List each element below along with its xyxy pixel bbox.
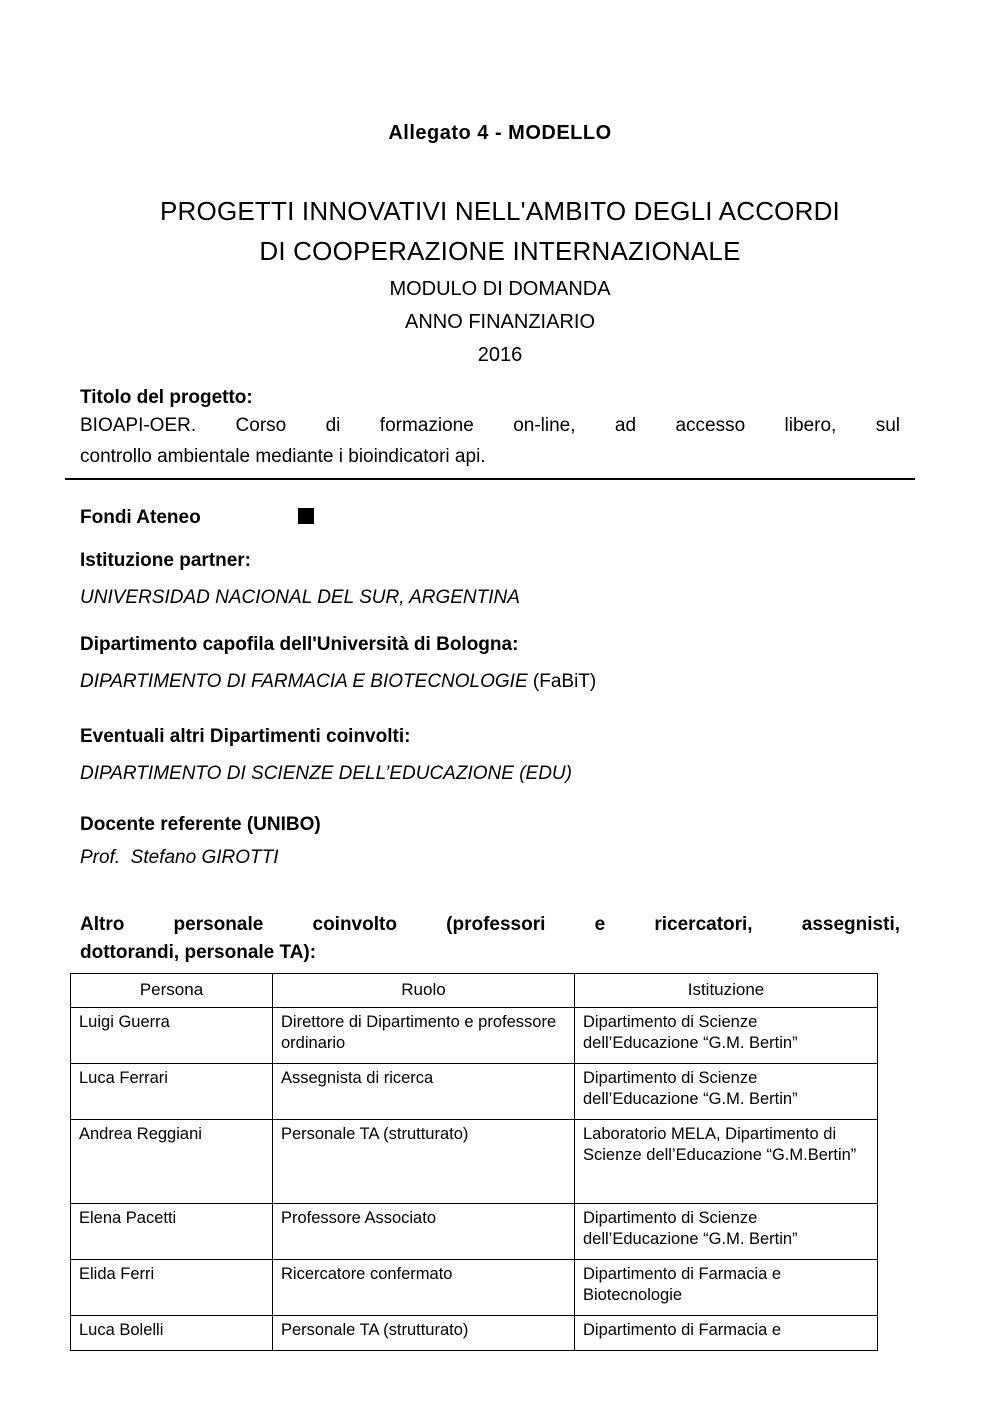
- table-row: [71, 1064, 878, 1120]
- cell-role: Professore Associato: [273, 1204, 575, 1260]
- cell-person: Andrea Reggiani: [71, 1120, 273, 1204]
- cell-institution: Dipartimento di Scienze dell’Educazione “G.M. Bertin”: [575, 1064, 878, 1120]
- document-title: [0, 191, 1000, 271]
- table-row: [71, 1120, 878, 1204]
- table-row: [71, 1316, 878, 1351]
- document-title-line1: PROGETTI INNOVATIVI NELL'AMBITO DEGLI ACCORDI: [160, 196, 840, 226]
- cell-role: Assegnista di ricerca: [273, 1064, 575, 1120]
- lead-department-value: [80, 669, 900, 695]
- cell-institution: Dipartimento di Farmacia e Biotecnologie: [575, 1260, 878, 1316]
- partner-institution-value: UNIVERSIDAD NACIONAL DEL SUR, ARGENTINA: [80, 587, 520, 608]
- table-row: [71, 1204, 878, 1260]
- cell-role: Personale TA (strutturato): [273, 1120, 575, 1204]
- document-body: [80, 386, 900, 1351]
- fiscal-year-value: 2016: [477, 344, 523, 366]
- document-title-line2: DI COOPERAZIONE INTERNAZIONALE: [259, 236, 741, 266]
- lead-department-acronym: (FaBiT): [527, 671, 597, 692]
- cell-institution: Dipartimento di Farmacia e: [575, 1316, 878, 1351]
- column-header-ruolo: Ruolo: [273, 974, 575, 1008]
- staff-heading-line1: Altro personale coinvolto (professori e ricercatori, assegnisti,: [80, 914, 900, 935]
- form-type-label: MODULO DI DOMANDA: [389, 278, 611, 300]
- cell-institution: Dipartimento di Scienze dell’Educazione “G.M. Bertin”: [575, 1204, 878, 1260]
- cell-person: Elida Ferri: [71, 1260, 273, 1316]
- column-header-persona: Persona: [71, 974, 273, 1008]
- fiscal-year-label: ANNO FINANZIARIO: [404, 311, 595, 333]
- project-title-label: Titolo del progetto:: [80, 387, 253, 408]
- column-header-istituzione: Istituzione: [575, 974, 878, 1008]
- cell-person: Luigi Guerra: [71, 1008, 273, 1064]
- project-title-text-line1: BIOAPI-OER. Corso di formazione on-line, ad accesso libero, sul: [80, 415, 900, 436]
- staff-table-header-row: [71, 974, 878, 1008]
- staff-heading-line2: dottorandi, personale TA):: [80, 942, 317, 963]
- project-title-text: [80, 410, 900, 472]
- cell-role: Direttore di Dipartimento e professore ordinario: [273, 1008, 575, 1064]
- attachment-label: Allegato 4 - MODELLO: [388, 122, 612, 144]
- table-row: [71, 1260, 878, 1316]
- cell-person: Luca Bolelli: [71, 1316, 273, 1351]
- partner-institution-label: Istituzione partner:: [80, 550, 252, 571]
- funds-row: [80, 506, 900, 530]
- funds-label: Fondi Ateneo: [80, 507, 201, 528]
- staff-heading: [80, 911, 900, 967]
- lead-department-label: Dipartimento capofila dell'Università di Bologna:: [80, 634, 519, 655]
- divider-rule: [65, 478, 915, 480]
- project-title-text-line2: controllo ambientale mediante i bioindicatori api.: [80, 446, 486, 467]
- table-row: [71, 1008, 878, 1064]
- cell-person: Elena Pacetti: [71, 1204, 273, 1260]
- document-subtitle: [0, 273, 1000, 372]
- funds-checkbox-filled-icon: [298, 508, 314, 524]
- cell-institution: Laboratorio MELA, Dipartimento di Scienze dell’Educazione “G.M.Bertin”: [575, 1120, 878, 1204]
- cell-role: Personale TA (strutturato): [273, 1316, 575, 1351]
- other-departments-label: Eventuali altri Dipartimenti coinvolti:: [80, 726, 411, 747]
- referent-professor-label: Docente referente (UNIBO): [80, 814, 321, 835]
- lead-department-name: DIPARTIMENTO DI FARMACIA E BIOTECNOLOGIE: [80, 671, 528, 692]
- staff-table: [70, 973, 878, 1351]
- cell-role: Ricercatore confermato: [273, 1260, 575, 1316]
- cell-person: Luca Ferrari: [71, 1064, 273, 1120]
- referent-professor-value: Prof. Stefano GIROTTI: [80, 847, 279, 868]
- cell-institution: Dipartimento di Scienze dell’Educazione “G.M. Bertin”: [575, 1008, 878, 1064]
- other-departments-value: DIPARTIMENTO DI SCIENZE DELL’EDUCAZIONE (EDU): [80, 763, 572, 784]
